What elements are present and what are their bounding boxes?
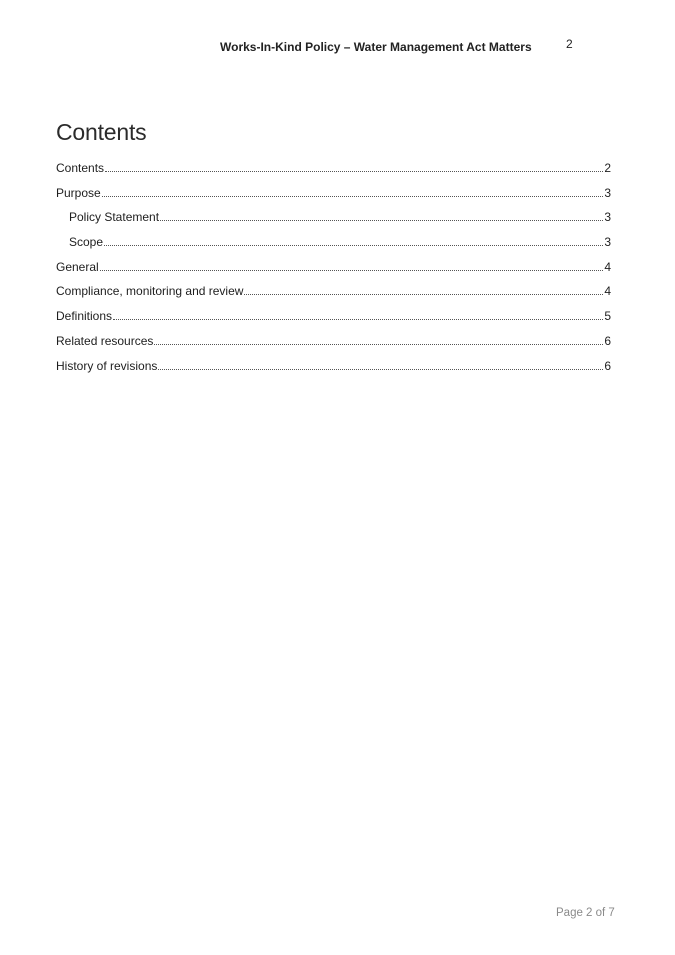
footer-page-label: Page 2 of 7 <box>556 907 615 919</box>
toc-entry-label: Compliance, monitoring and review <box>56 284 244 299</box>
toc-entry-page: 2 <box>604 161 611 175</box>
toc-entry-page: 3 <box>604 235 611 250</box>
toc-entry-label: History of revisions <box>56 358 158 373</box>
toc-dot-leader <box>154 344 603 345</box>
toc-dot-leader <box>158 369 603 370</box>
toc-entry-policy-statement[interactable] <box>56 210 611 235</box>
table-of-contents <box>56 161 611 383</box>
toc-entry-page: 4 <box>604 259 611 274</box>
toc-entry-page: 3 <box>604 210 611 225</box>
toc-entry-label: Contents <box>56 161 105 175</box>
toc-dot-leader <box>105 171 603 172</box>
toc-entry-page: 3 <box>604 185 611 200</box>
toc-entry-page: 6 <box>604 358 611 373</box>
toc-entry-label: Scope <box>69 235 104 250</box>
toc-entry-history-of-revisions[interactable] <box>56 359 611 384</box>
toc-entry-definitions[interactable] <box>56 309 611 334</box>
toc-entry-label: Related resources <box>56 333 154 348</box>
toc-entry-contents[interactable] <box>56 161 611 186</box>
toc-entry-related-resources[interactable] <box>56 334 611 359</box>
toc-dot-leader <box>104 245 603 246</box>
toc-heading: Contents <box>56 119 147 145</box>
toc-entry-scope[interactable] <box>56 235 611 260</box>
toc-dot-leader <box>160 220 603 221</box>
header-page-number: 2 <box>566 37 573 51</box>
toc-entry-compliance-monitoring-review[interactable] <box>56 284 611 309</box>
toc-entry-general[interactable] <box>56 260 611 285</box>
toc-entry-label: Definitions <box>56 309 113 324</box>
toc-entry-label: Policy Statement <box>69 210 160 225</box>
toc-entry-label: General <box>56 259 99 274</box>
header-title: Works-In-Kind Policy – Water Management Act Matters <box>220 40 532 54</box>
toc-dot-leader <box>100 270 604 271</box>
toc-dot-leader <box>113 319 603 320</box>
toc-entry-page: 6 <box>604 333 611 348</box>
toc-entry-page: 4 <box>604 284 611 299</box>
toc-dot-leader <box>244 294 603 295</box>
toc-entry-purpose[interactable] <box>56 186 611 211</box>
toc-entry-label: Purpose <box>56 185 101 200</box>
toc-entry-page: 5 <box>604 309 611 324</box>
toc-dot-leader <box>102 196 604 197</box>
